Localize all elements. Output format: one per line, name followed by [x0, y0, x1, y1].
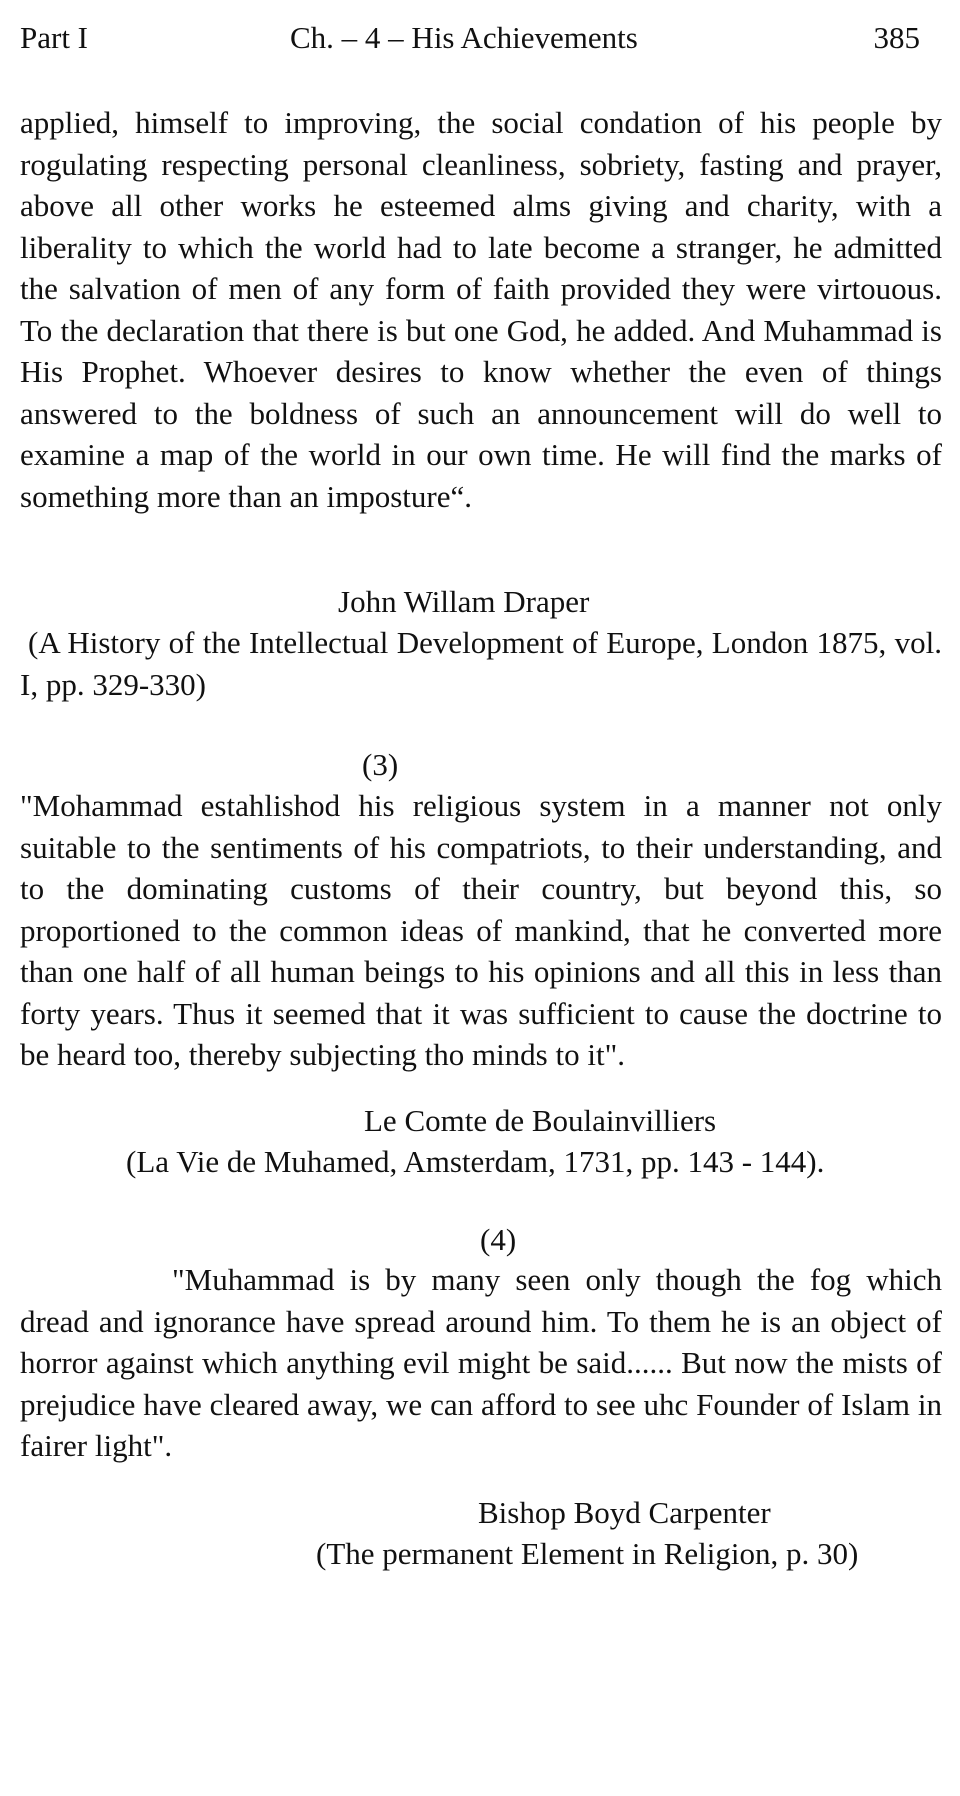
passage-4-author: Bishop Boyd Carpenter	[478, 1495, 771, 1530]
passage-4-text: "Muhammad is by many seen only though the fog which dread and ignorance have spread around him. To them he is an object of horror against which anything evil might be said...... But now the mists of prejudice have cleared away, we can afford to see uhc Founder of Islam in fairer light".	[20, 1262, 942, 1463]
passage-1-text: applied, himself to improving, the social condation of his people by rogulating respecting personal cleanliness, sobriety, fasting and prayer, above all other works he esteemed alms giving and charity, with a liberality to which the world had to late become a stranger, he admitted the salvation of men of any form of faith provided they were virtouous. To the declaration that there is but one God, he added. And Muhammad is His Prophet. Whoever desires to know whether the even of things answered to the boldness of such an announcement will do well to examine a map of the world in our own time. He will find the marks of something more than an imposture“.	[20, 105, 942, 514]
passage-3-source: (La Vie de Muhamed, Amsterdam, 1731, pp. 143 - 144).	[126, 1144, 825, 1179]
passage-3-author: Le Comte de Boulainvilliers	[364, 1103, 717, 1138]
passage-3-number: (3)	[362, 747, 399, 782]
page-header	[20, 18, 920, 58]
passage-4-source: (The permanent Element in Religion, p. 30)	[316, 1536, 859, 1571]
passage-1-source: (A History of the Intellectual Development of Europe, London 1875, vol. I, pp. 329-330)	[20, 625, 942, 702]
passage-4-number: (4)	[480, 1222, 517, 1257]
header-chapter-title: Ch. – 4 – His Achievements	[290, 20, 638, 55]
header-part: Part I	[20, 20, 89, 55]
passage-3-text: "Mohammad estahlishod his religious system in a manner not only suitable to the sentiments of his compatriots, to their understanding, and to the dominating customs of their country, but beyond this, so proportioned to the common ideas of mankind, that he converted more than one half of all human beings to his opinions and all this in less than forty years. Thus it seemed that it was sufficient to cause the doctrine to be heard too, thereby subjecting tho minds to it".	[20, 788, 942, 1072]
passage-1-author: John Willam Draper	[338, 584, 590, 619]
header-page-number: 385	[873, 20, 920, 55]
